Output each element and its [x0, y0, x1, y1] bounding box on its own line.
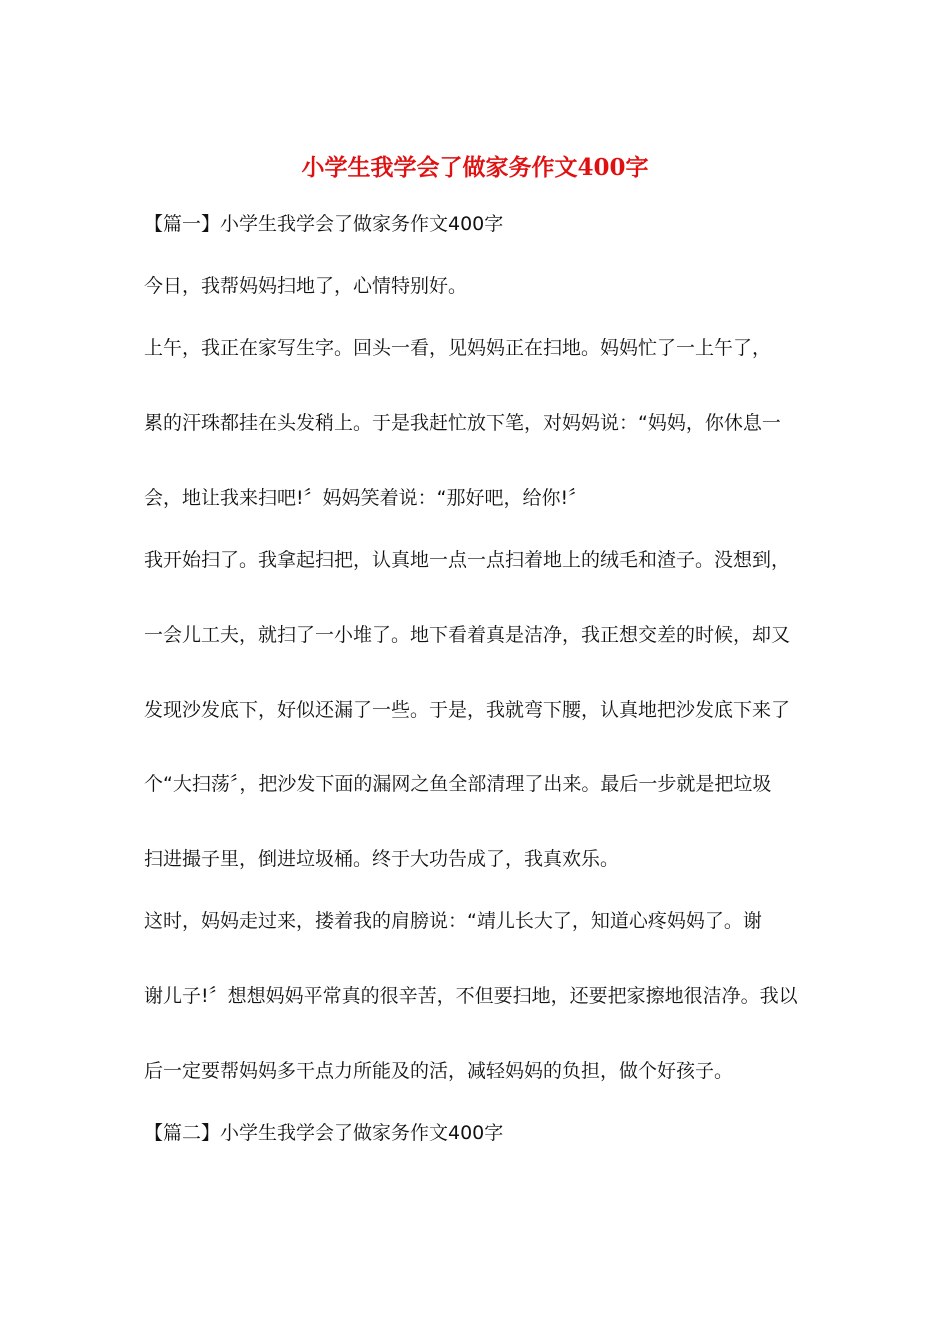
paragraph-line: 我开始扫了。我拿起扫把，认真地一点一点扫着地上的绒毛和渣子。没想到，	[144, 549, 791, 571]
paragraph-line: 后一定要帮妈妈多干点力所能及的活，减轻妈妈的负担，做个好孩子。	[144, 1060, 734, 1082]
document-title: 小学生我学会了做家务作文400字	[301, 154, 649, 181]
section-heading-2: 【篇二】小学生我学会了做家务作文400字	[144, 1122, 504, 1144]
paragraph-line: 这时，妈妈走过来，搂着我的肩膀说：“靖儿长大了，知道心疼妈妈了。谢	[144, 910, 762, 932]
paragraph-line: 个“大扫荡〞，把沙发下面的漏网之鱼全部清理了出来。最后一步就是把垃圾	[144, 773, 772, 795]
paragraph-line: 累的汗珠都挂在头发稍上。于是我赶忙放下笔，对妈妈说：“妈妈，你休息一	[144, 412, 781, 434]
paragraph-line: 谢儿子!〞想想妈妈平常真的很辛苦，不但要扫地，还要把家擦地很洁净。我以	[144, 985, 798, 1007]
paragraph-line: 发现沙发底下，好似还漏了一些。于是，我就弯下腰，认真地把沙发底下来了	[144, 699, 791, 721]
paragraph-line: 一会儿工夫，就扫了一小堆了。地下看着真是洁净，我正想交差的时候，却又	[144, 624, 791, 646]
paragraph-line: 上午，我正在家写生字。回头一看，见妈妈正在扫地。妈妈忙了一上午了，	[144, 337, 772, 359]
paragraph-line: 今日，我帮妈妈扫地了，心情特别好。	[144, 275, 468, 297]
paragraph-line: 会，地让我来扫吧!〞妈妈笑着说：“那好吧，给你!〞	[144, 487, 588, 509]
section-heading-1: 【篇一】小学生我学会了做家务作文400字	[144, 213, 504, 235]
paragraph-line: 扫进撮子里，倒进垃圾桶。终于大功告成了，我真欢乐。	[144, 848, 620, 870]
